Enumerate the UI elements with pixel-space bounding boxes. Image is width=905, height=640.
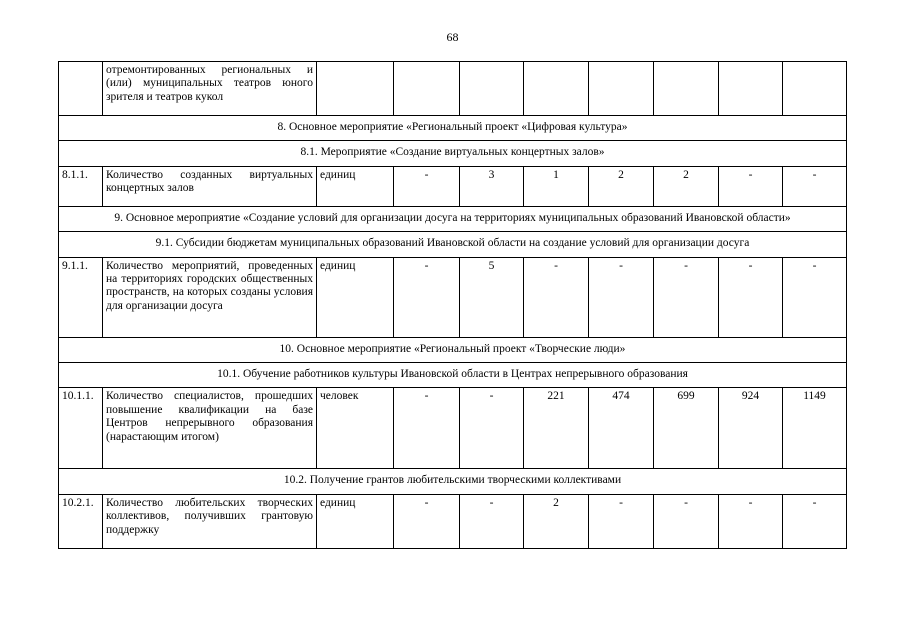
- value-cell: -: [460, 494, 524, 548]
- value-cell: -: [783, 257, 847, 337]
- section-heading: 9.1. Субсидии бюджетам муниципальных образований Ивановской области на создание условий для организации досуга: [59, 232, 847, 257]
- unit-cell: единиц: [317, 494, 394, 548]
- section-heading: 9. Основное мероприятие «Создание условий для организации досуга на территориях муниципальных образований Ивановской области»: [59, 206, 847, 231]
- value-cell: -: [394, 388, 460, 469]
- value-cell: -: [719, 166, 783, 206]
- unit-cell: [317, 62, 394, 116]
- row-number: [59, 62, 103, 116]
- table-row: [59, 257, 847, 337]
- value-cell: -: [719, 494, 783, 548]
- value-cell: 1: [524, 166, 589, 206]
- section-heading: 10.2. Получение грантов любительскими творческими коллективами: [59, 469, 847, 494]
- indicator-name: Количество специалистов, прошедших повышение квалификации на базе Центров непрерывного образования (нарастающим итогом): [103, 388, 317, 469]
- row-number: 10.2.1.: [59, 494, 103, 548]
- value-cell: 3: [460, 166, 524, 206]
- value-cell: -: [783, 166, 847, 206]
- value-cell: -: [654, 257, 719, 337]
- value-cell: [654, 62, 719, 116]
- value-cell: [524, 62, 589, 116]
- indicator-name: Количество созданных виртуальных концертных залов: [103, 166, 317, 206]
- unit-cell: единиц: [317, 166, 394, 206]
- section-heading: 10.1. Обучение работников культуры Ивановской области в Центрах непрерывного образования: [59, 363, 847, 388]
- value-cell: -: [719, 257, 783, 337]
- unit-cell: человек: [317, 388, 394, 469]
- value-cell: 2: [589, 166, 654, 206]
- value-cell: [394, 62, 460, 116]
- indicator-name: отремонтированных региональных и (или) муниципальных театров юного зрителя и театров кукол: [103, 62, 317, 116]
- value-cell: -: [394, 166, 460, 206]
- section-header-row: [59, 469, 847, 494]
- table-row: [59, 166, 847, 206]
- table-row: [59, 388, 847, 469]
- value-cell: -: [783, 494, 847, 548]
- section-heading: 8. Основное мероприятие «Региональный проект «Цифровая культура»: [59, 116, 847, 141]
- page-number: 68: [446, 30, 459, 44]
- value-cell: 699: [654, 388, 719, 469]
- value-cell: 1149: [783, 388, 847, 469]
- row-number: 10.1.1.: [59, 388, 103, 469]
- section-heading: 8.1. Мероприятие «Создание виртуальных концертных залов»: [59, 141, 847, 166]
- section-header-row: [59, 363, 847, 388]
- value-cell: 5: [460, 257, 524, 337]
- row-number: 9.1.1.: [59, 257, 103, 337]
- section-header-row: [59, 206, 847, 231]
- indicator-name: Количество любительских творческих коллективов, получивших грантовую поддержку: [103, 494, 317, 548]
- section-header-row: [59, 337, 847, 362]
- indicator-name: Количество мероприятий, проведенных на территориях городских общественных пространств, на которых созданы условия для организации досуга: [103, 257, 317, 337]
- value-cell: -: [654, 494, 719, 548]
- indicators-table: [58, 61, 847, 549]
- section-header-row: [59, 141, 847, 166]
- value-cell: -: [589, 494, 654, 548]
- value-cell: [783, 62, 847, 116]
- value-cell: [589, 62, 654, 116]
- value-cell: -: [524, 257, 589, 337]
- section-heading: 10. Основное мероприятие «Региональный проект «Творческие люди»: [59, 337, 847, 362]
- value-cell: 474: [589, 388, 654, 469]
- table-row: [59, 62, 847, 116]
- value-cell: [719, 62, 783, 116]
- value-cell: [460, 62, 524, 116]
- value-cell: 221: [524, 388, 589, 469]
- row-number: 8.1.1.: [59, 166, 103, 206]
- value-cell: -: [460, 388, 524, 469]
- table-row: [59, 494, 847, 548]
- value-cell: -: [589, 257, 654, 337]
- value-cell: -: [394, 257, 460, 337]
- unit-cell: единиц: [317, 257, 394, 337]
- section-header-row: [59, 232, 847, 257]
- value-cell: 2: [654, 166, 719, 206]
- value-cell: 2: [524, 494, 589, 548]
- value-cell: -: [394, 494, 460, 548]
- value-cell: 924: [719, 388, 783, 469]
- section-header-row: [59, 116, 847, 141]
